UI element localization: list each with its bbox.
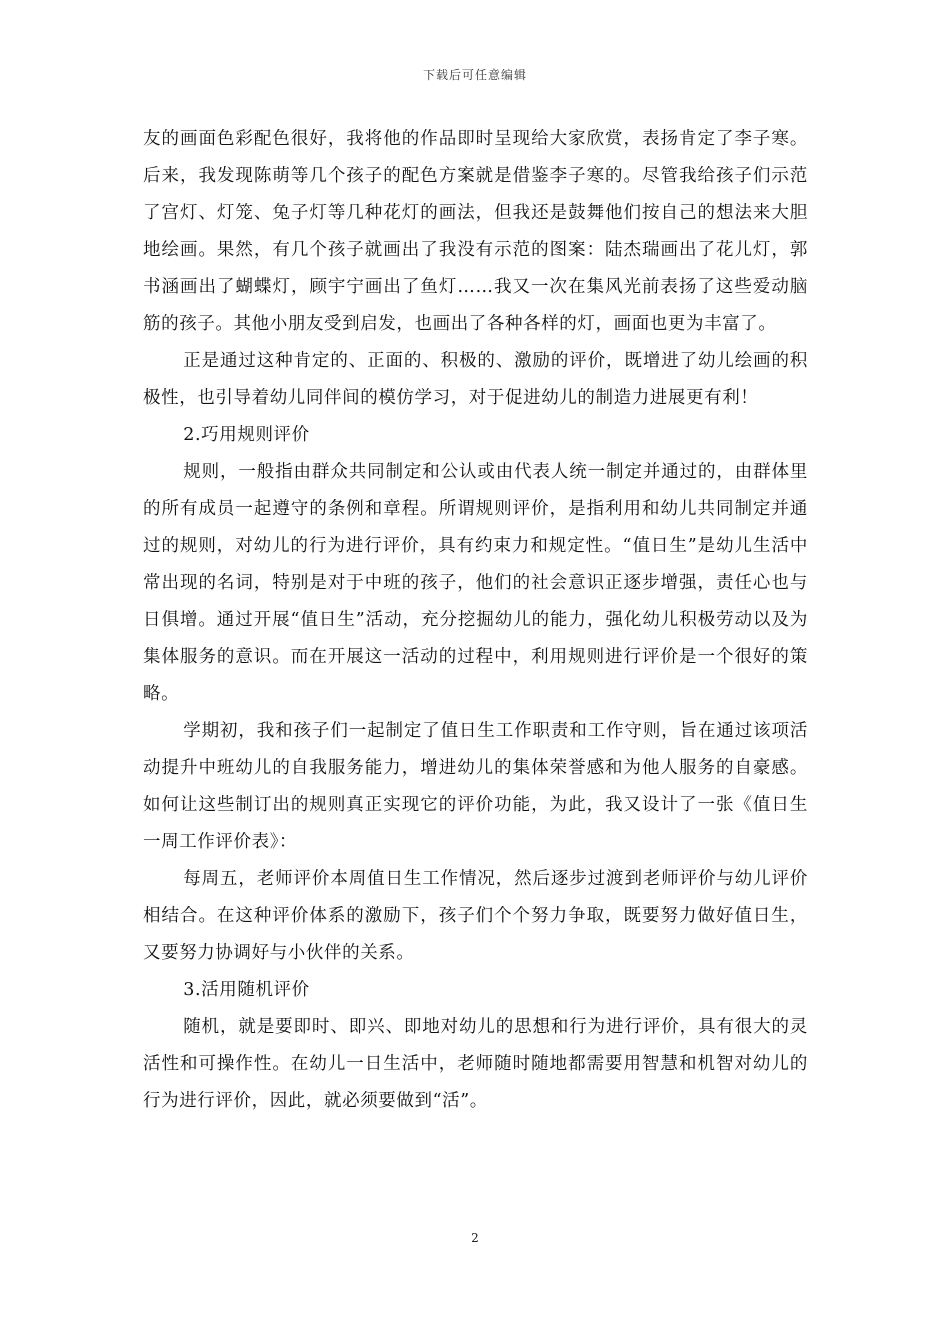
paragraph: 规则，一般指由群众共同制定和公认或由代表人统一制定并通过的，由群体里的所有成员一起遵守的条例和章程。所谓规则评价，是指利用和幼儿共同制定并通过的规则，对幼儿的行为进行评价，具有约束力和规定性。“值日生”是幼儿生活中常出现的名词，特别是对于中班的孩子，他们的社会意识正逐步增强，责任心也与日俱增。通过开展“值日生”活动，充分挖掘幼儿的能力，强化幼儿积极劳动以及为集体服务的意识。而在开展这一活动的过程中，利用规则进行评价是一个很好的策略。 <box>143 462 808 704</box>
paragraph: 随机，就是要即时、即兴、即地对幼儿的思想和行为进行评价，具有很大的灵活性和可操作性。在幼儿一日生活中，老师随时随地都需要用智慧和机智对幼儿的行为进行评价，因此，就必须要做到“活”。 <box>143 1017 808 1111</box>
section-heading-random-evaluation: 3.活用随机评价 <box>183 980 310 1000</box>
section-heading-rule-evaluation: 2.巧用规则评价 <box>183 425 310 445</box>
document-body <box>143 121 808 1120</box>
page-header: 下载后可任意编辑 <box>422 68 527 82</box>
paragraph-continuation: 友的画面色彩配色很好，我将他的作品即时呈现给大家欣赏，表扬肯定了李子寒。后来，我发现陈萌等几个孩子的配色方案就是借鉴李子寒的。尽管我给孩子们示范了宫灯、灯笼、兔子灯等几种花灯的画法，但我还是鼓舞他们按自己的想法来大胆地绘画。果然，有几个孩子就画出了我没有示范的图案：陆杰瑞画出了花儿灯，郭书涵画出了蝴蝶灯，顾宇宁画出了鱼灯……我又一次在集风光前表扬了这些爱动脑筋的孩子。其他小朋友受到启发，也画出了各种各样的灯，画面也更为丰富了。 <box>143 129 808 334</box>
page-number: 2 <box>471 1231 479 1245</box>
paragraph: 正是通过这种肯定的、正面的、积极的、激励的评价，既增进了幼儿绘画的积极性，也引导着幼儿同伴间的模仿学习，对于促进幼儿的制造力进展更有利！ <box>143 351 808 408</box>
paragraph: 每周五，老师评价本周值日生工作情况，然后逐步过渡到老师评价与幼儿评价相结合。在这种评价体系的激励下，孩子们个个努力争取，既要努力做好值日生，又要努力协调好与小伙伴的关系。 <box>143 869 808 963</box>
paragraph: 学期初，我和孩子们一起制定了值日生工作职责和工作守则，旨在通过该项活动提升中班幼儿的自我服务能力，增进幼儿的集体荣誉感和为他人服务的自豪感。如何让这些制订出的规则真正实现它的评价功能，为此，我又设计了一张《值日生一周工作评价表》： <box>143 721 808 852</box>
